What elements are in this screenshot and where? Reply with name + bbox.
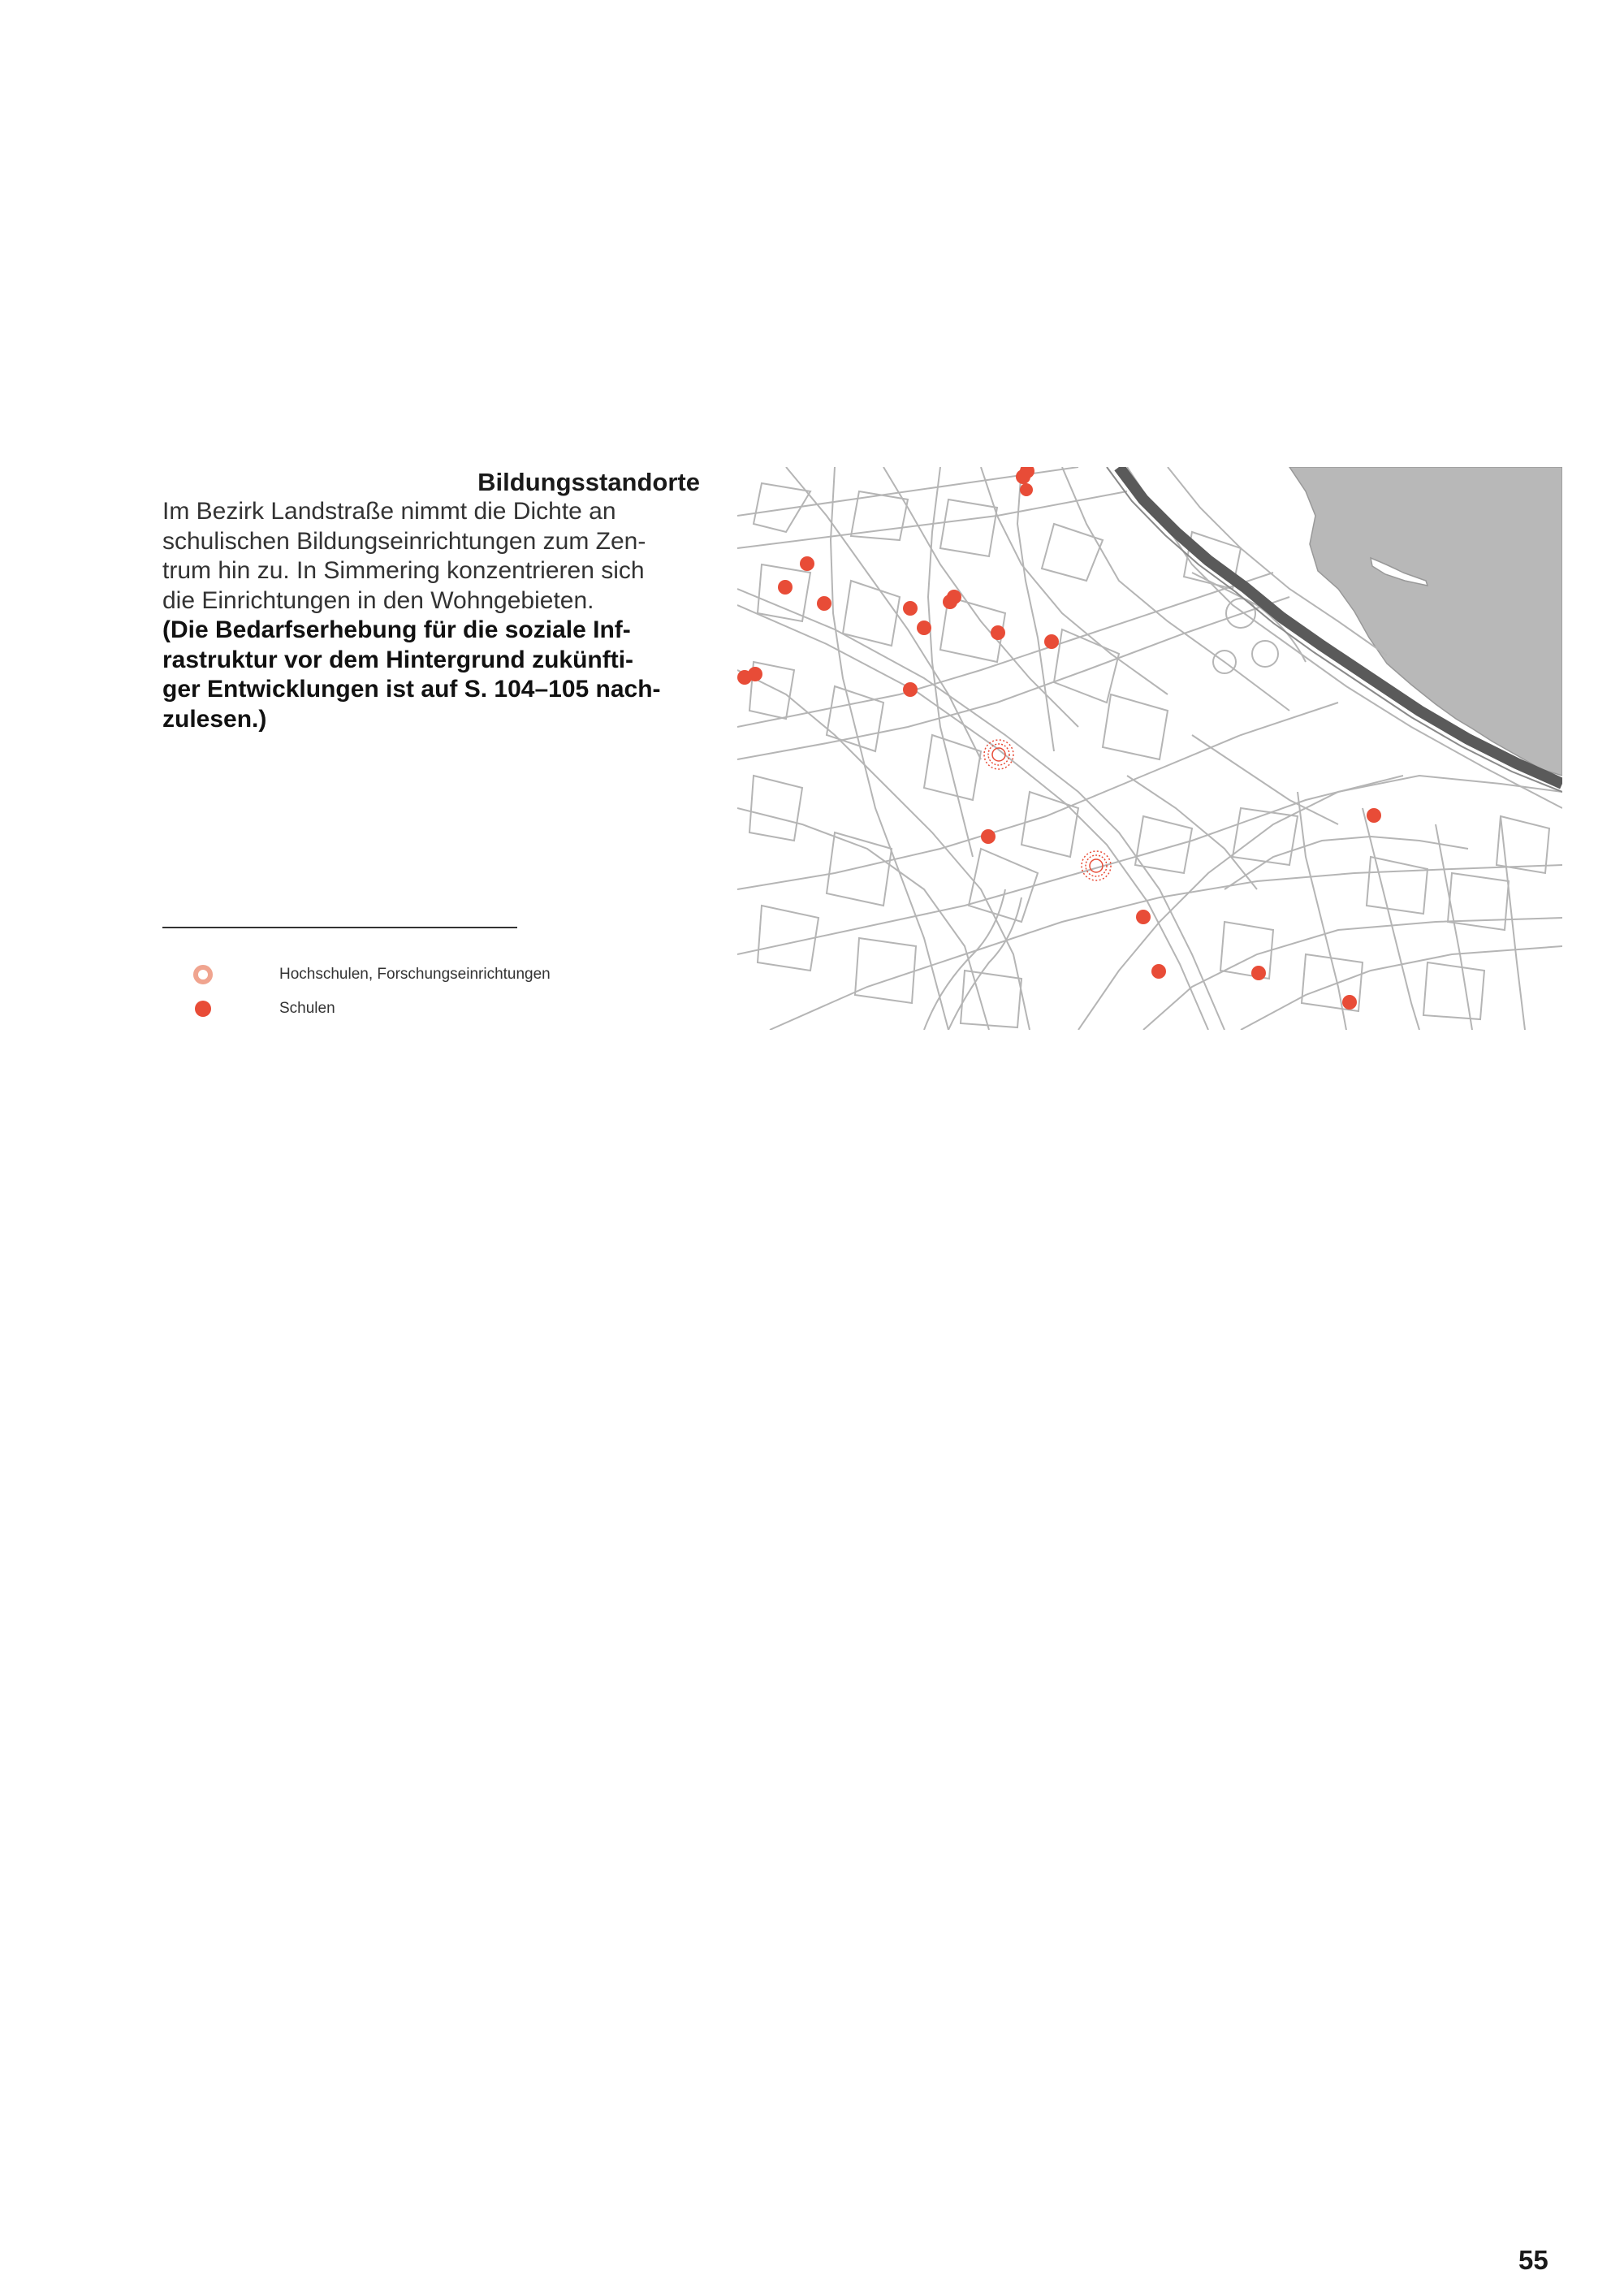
research-ring-icon [192, 963, 214, 986]
school-dot-icon [192, 997, 214, 1020]
school-marker [1016, 469, 1030, 484]
note-line: zulesen.) [162, 705, 267, 733]
body-line: schulischen Bildungseinrichtungen zum Zen- [162, 527, 646, 555]
body-line: Im Bezirk Landstraße nimmt die Dichte an [162, 498, 616, 525]
legend-divider [162, 927, 517, 928]
school-marker [778, 580, 793, 595]
note-line: rastruktur vor dem Hintergrund zukünfti- [162, 646, 634, 673]
school-marker [1251, 966, 1266, 980]
school-marker [991, 625, 1005, 640]
body-line: die Einrichtungen in den Wohngebieten. [162, 586, 594, 614]
school-marker [737, 670, 752, 685]
district-map [737, 467, 1562, 1030]
section-heading: Bildungsstandorte [477, 468, 700, 496]
school-marker [943, 595, 957, 609]
legend-label: Hochschulen, Forschungseinrichtungen [279, 966, 551, 983]
note-line: ger Entwicklungen ist auf S. 104–105 nach- [162, 676, 661, 703]
school-marker [1136, 910, 1151, 924]
school-marker [1151, 964, 1166, 979]
body-text [162, 497, 700, 616]
note-line: (Die Bedarfserhebung für die soziale Inf- [162, 616, 631, 643]
school-marker [1044, 634, 1059, 649]
page-number: 55 [1518, 2245, 1548, 2275]
school-marker [903, 601, 918, 616]
school-marker [1342, 995, 1357, 1010]
school-marker [903, 682, 918, 697]
body-line: trum hin zu. In Simmering konzentrieren sich [162, 557, 645, 584]
legend-label: Schulen [279, 1000, 335, 1017]
note-text [162, 616, 700, 734]
school-marker [817, 596, 831, 611]
school-marker [1020, 483, 1033, 496]
school-marker [917, 621, 931, 635]
school-marker [800, 556, 814, 571]
text-block [162, 468, 700, 734]
school-marker [981, 829, 996, 844]
school-marker [1367, 808, 1381, 823]
